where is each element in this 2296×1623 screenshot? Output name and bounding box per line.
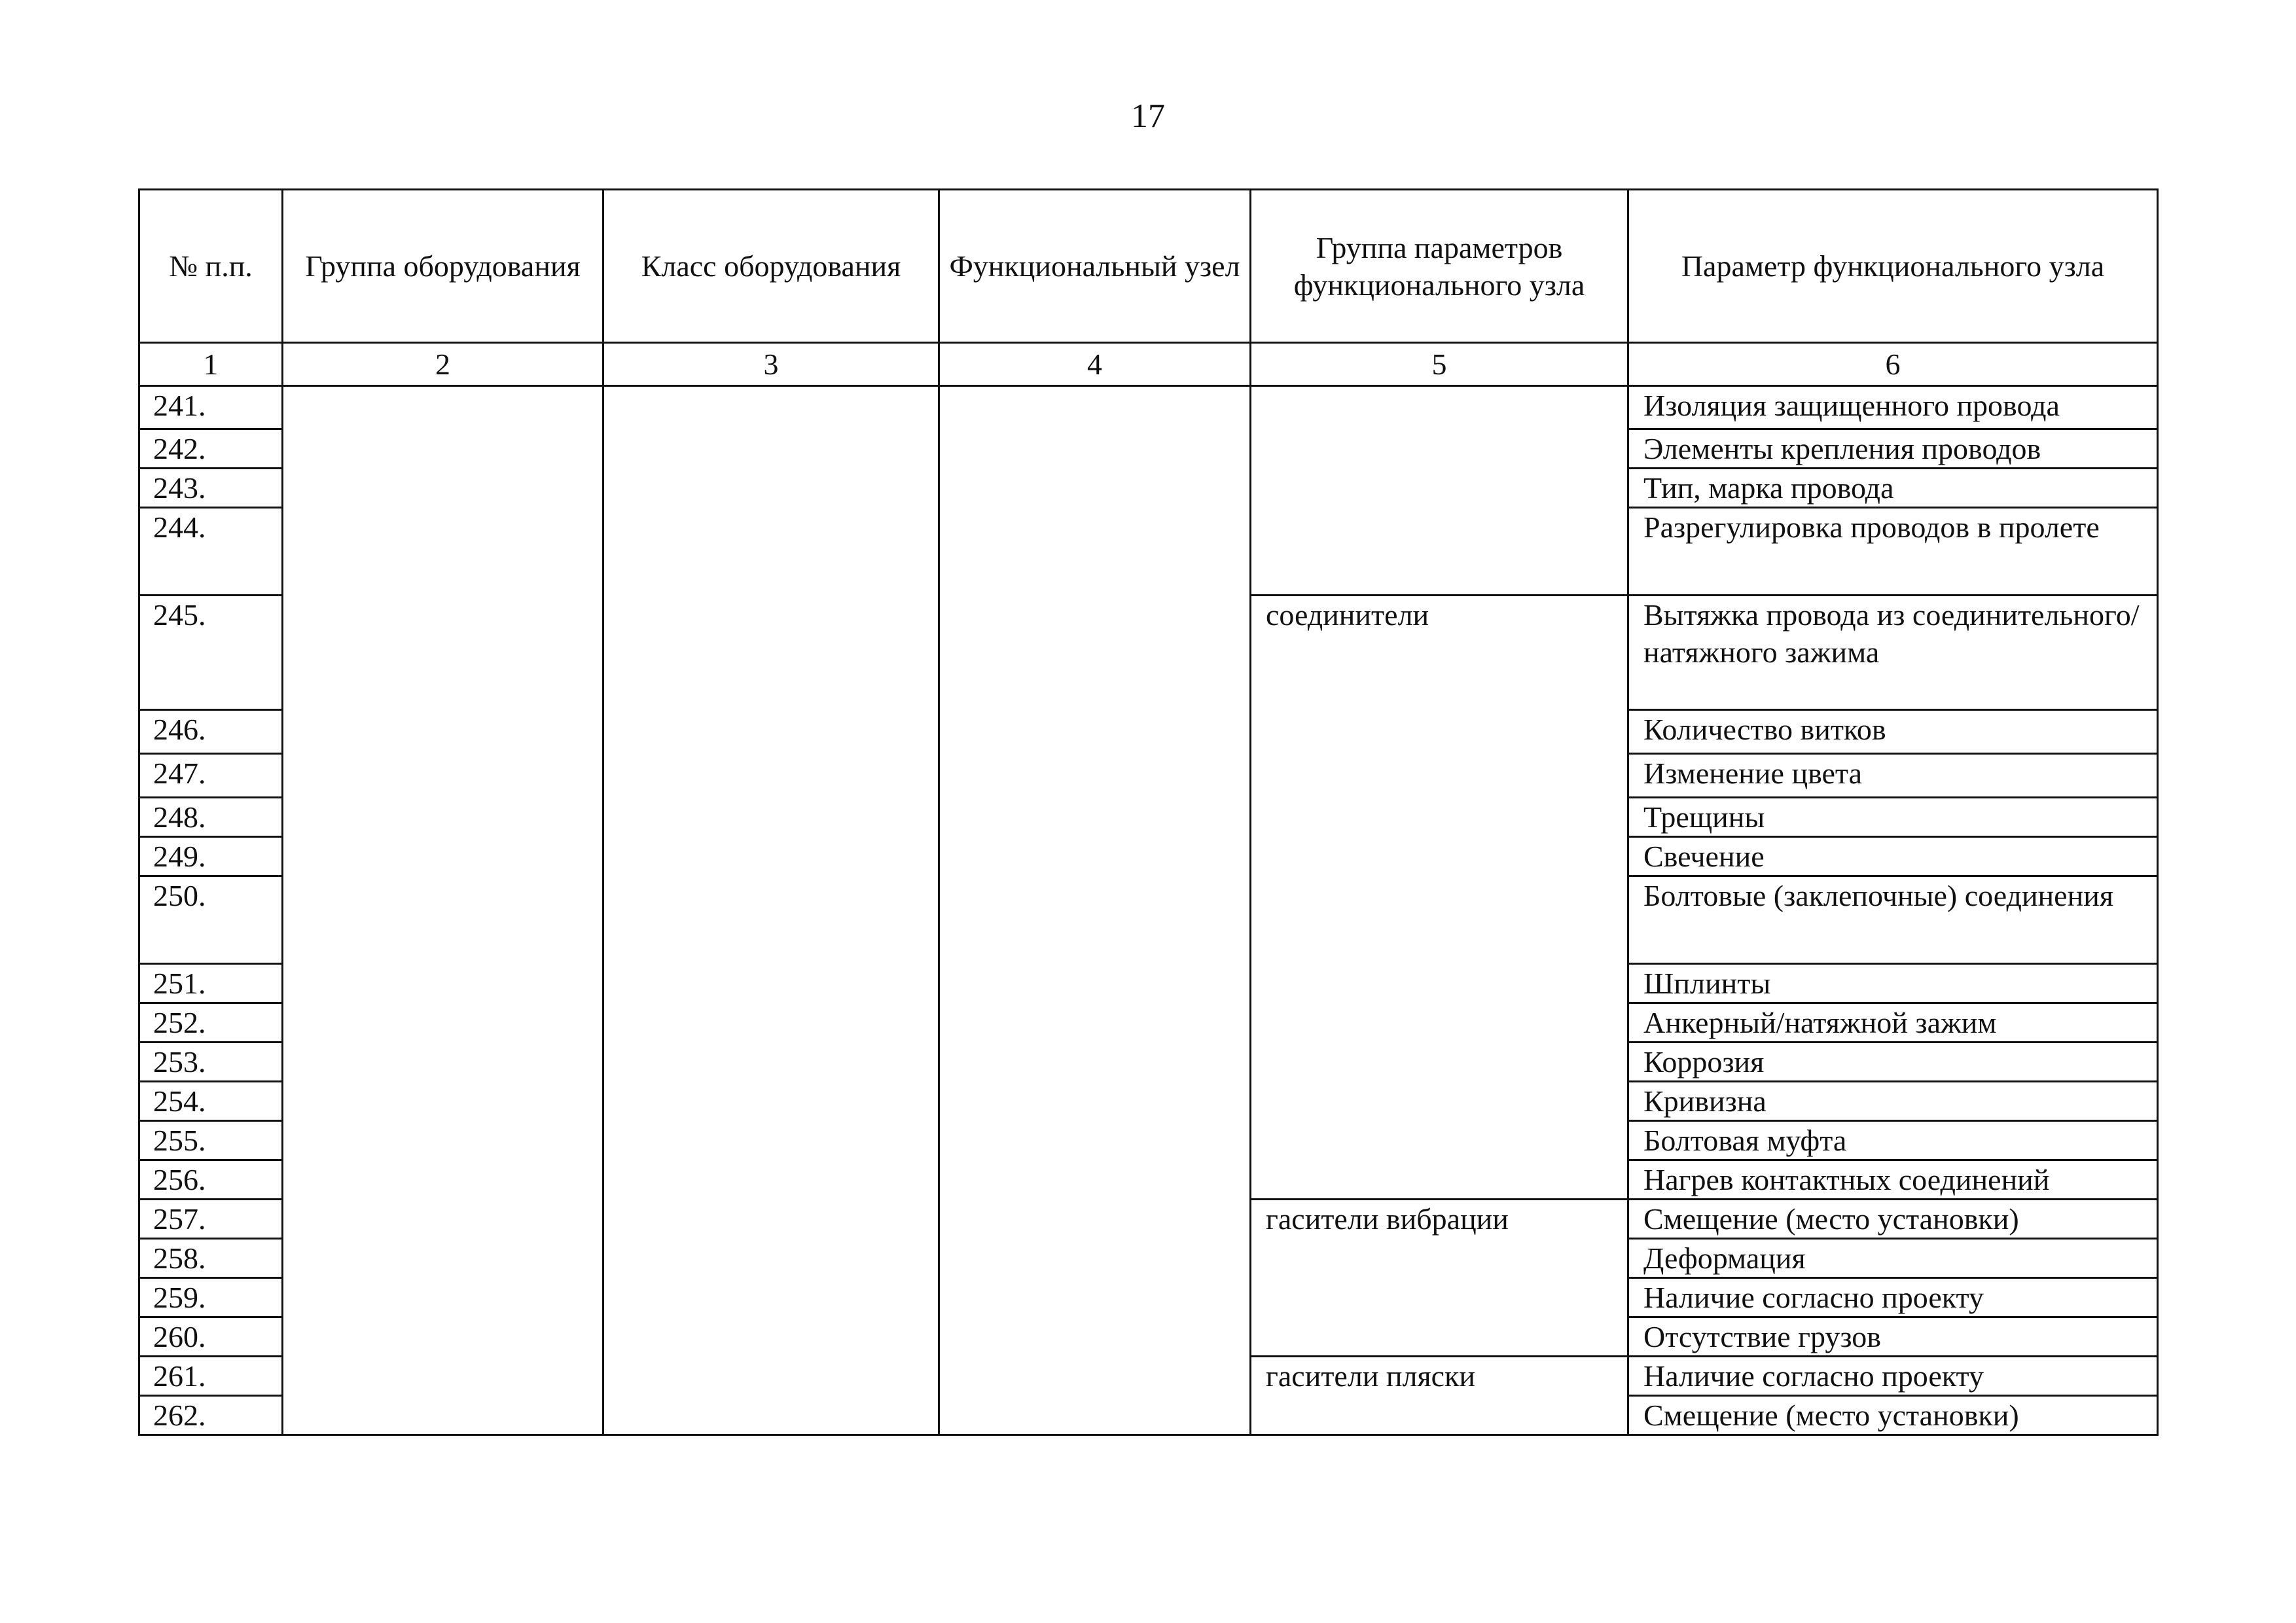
equipment-class-cell: [603, 386, 939, 1435]
parameter-cell: Элементы крепления проводов: [1628, 429, 2158, 469]
header-number: № п.п.: [139, 190, 283, 343]
row-number: 251.: [139, 964, 283, 1003]
row-number: 257.: [139, 1200, 283, 1239]
row-number: 247.: [139, 754, 283, 798]
parameter-cell: Болтовые (заклепочные) соединения: [1628, 876, 2158, 964]
parameter-cell: Смещение (место установки): [1628, 1200, 2158, 1239]
header-functional-unit: Функциональный узел: [939, 190, 1251, 343]
parameter-cell: Наличие согласно проекту: [1628, 1357, 2158, 1396]
header-equipment-class: Класс оборудования: [603, 190, 939, 343]
row-number: 252.: [139, 1003, 283, 1043]
row-number: 254.: [139, 1082, 283, 1121]
header-parameter: Параметр функционального узла: [1628, 190, 2158, 343]
row-number: 242.: [139, 429, 283, 469]
parameter-cell: Изменение цвета: [1628, 754, 2158, 798]
parameter-cell: Смещение (место установки): [1628, 1396, 2158, 1435]
parameter-cell: Свечение: [1628, 837, 2158, 876]
row-number: 246.: [139, 710, 283, 754]
functional-unit-cell: [939, 386, 1251, 1435]
row-number: 262.: [139, 1396, 283, 1435]
row-number: 245.: [139, 596, 283, 710]
parameter-group-connectors: соединители: [1251, 596, 1628, 1200]
parameter-group-galloping-dampers: гасители пляски: [1251, 1357, 1628, 1435]
parameter-cell: Болтовая муфта: [1628, 1121, 2158, 1160]
row-number: 261.: [139, 1357, 283, 1396]
header-parameter-group: Группа параметров функционального узла: [1251, 190, 1628, 343]
equipment-parameters-table: [138, 188, 2159, 1436]
parameter-group-cell: [1251, 386, 1628, 596]
row-number: 243.: [139, 469, 283, 508]
parameter-cell: Кривизна: [1628, 1082, 2158, 1121]
column-number: 6: [1628, 343, 2158, 386]
row-number: 248.: [139, 798, 283, 837]
column-number: 3: [603, 343, 939, 386]
parameter-cell: Деформация: [1628, 1239, 2158, 1278]
row-number: 241.: [139, 386, 283, 429]
row-number: 253.: [139, 1043, 283, 1082]
column-number: 2: [283, 343, 603, 386]
parameter-cell: Изоляция защищенного провода: [1628, 386, 2158, 429]
page-number: 17: [1131, 98, 1165, 135]
parameter-cell: Отсутствие грузов: [1628, 1317, 2158, 1357]
header-equipment-group: Группа оборудования: [283, 190, 603, 343]
parameter-cell: Анкерный/натяжной зажим: [1628, 1003, 2158, 1043]
row-number: 249.: [139, 837, 283, 876]
parameter-cell: Наличие согласно проекту: [1628, 1278, 2158, 1317]
column-number: 5: [1251, 343, 1628, 386]
column-number: 4: [939, 343, 1251, 386]
row-number: 255.: [139, 1121, 283, 1160]
row-number: 244.: [139, 508, 283, 596]
row-number: 256.: [139, 1160, 283, 1200]
header-row: [139, 190, 2158, 343]
parameter-cell: Количество витков: [1628, 710, 2158, 754]
row-number: 250.: [139, 876, 283, 964]
parameter-cell: Нагрев контактных соединений: [1628, 1160, 2158, 1200]
table-row: [139, 386, 2158, 429]
column-number-row: [139, 343, 2158, 386]
column-number: 1: [139, 343, 283, 386]
parameter-cell: Трещины: [1628, 798, 2158, 837]
parameter-cell: Тип, марка провода: [1628, 469, 2158, 508]
parameter-cell: Коррозия: [1628, 1043, 2158, 1082]
parameter-cell: Шплинты: [1628, 964, 2158, 1003]
parameter-group-vibration-dampers: гасители вибрации: [1251, 1200, 1628, 1357]
parameter-cell: Вытяжка провода из соединительного/натяжного зажима: [1628, 596, 2158, 710]
row-number: 260.: [139, 1317, 283, 1357]
parameter-cell: Разрегулировка проводов в пролете: [1628, 508, 2158, 596]
row-number: 258.: [139, 1239, 283, 1278]
equipment-group-cell: [283, 386, 603, 1435]
row-number: 259.: [139, 1278, 283, 1317]
